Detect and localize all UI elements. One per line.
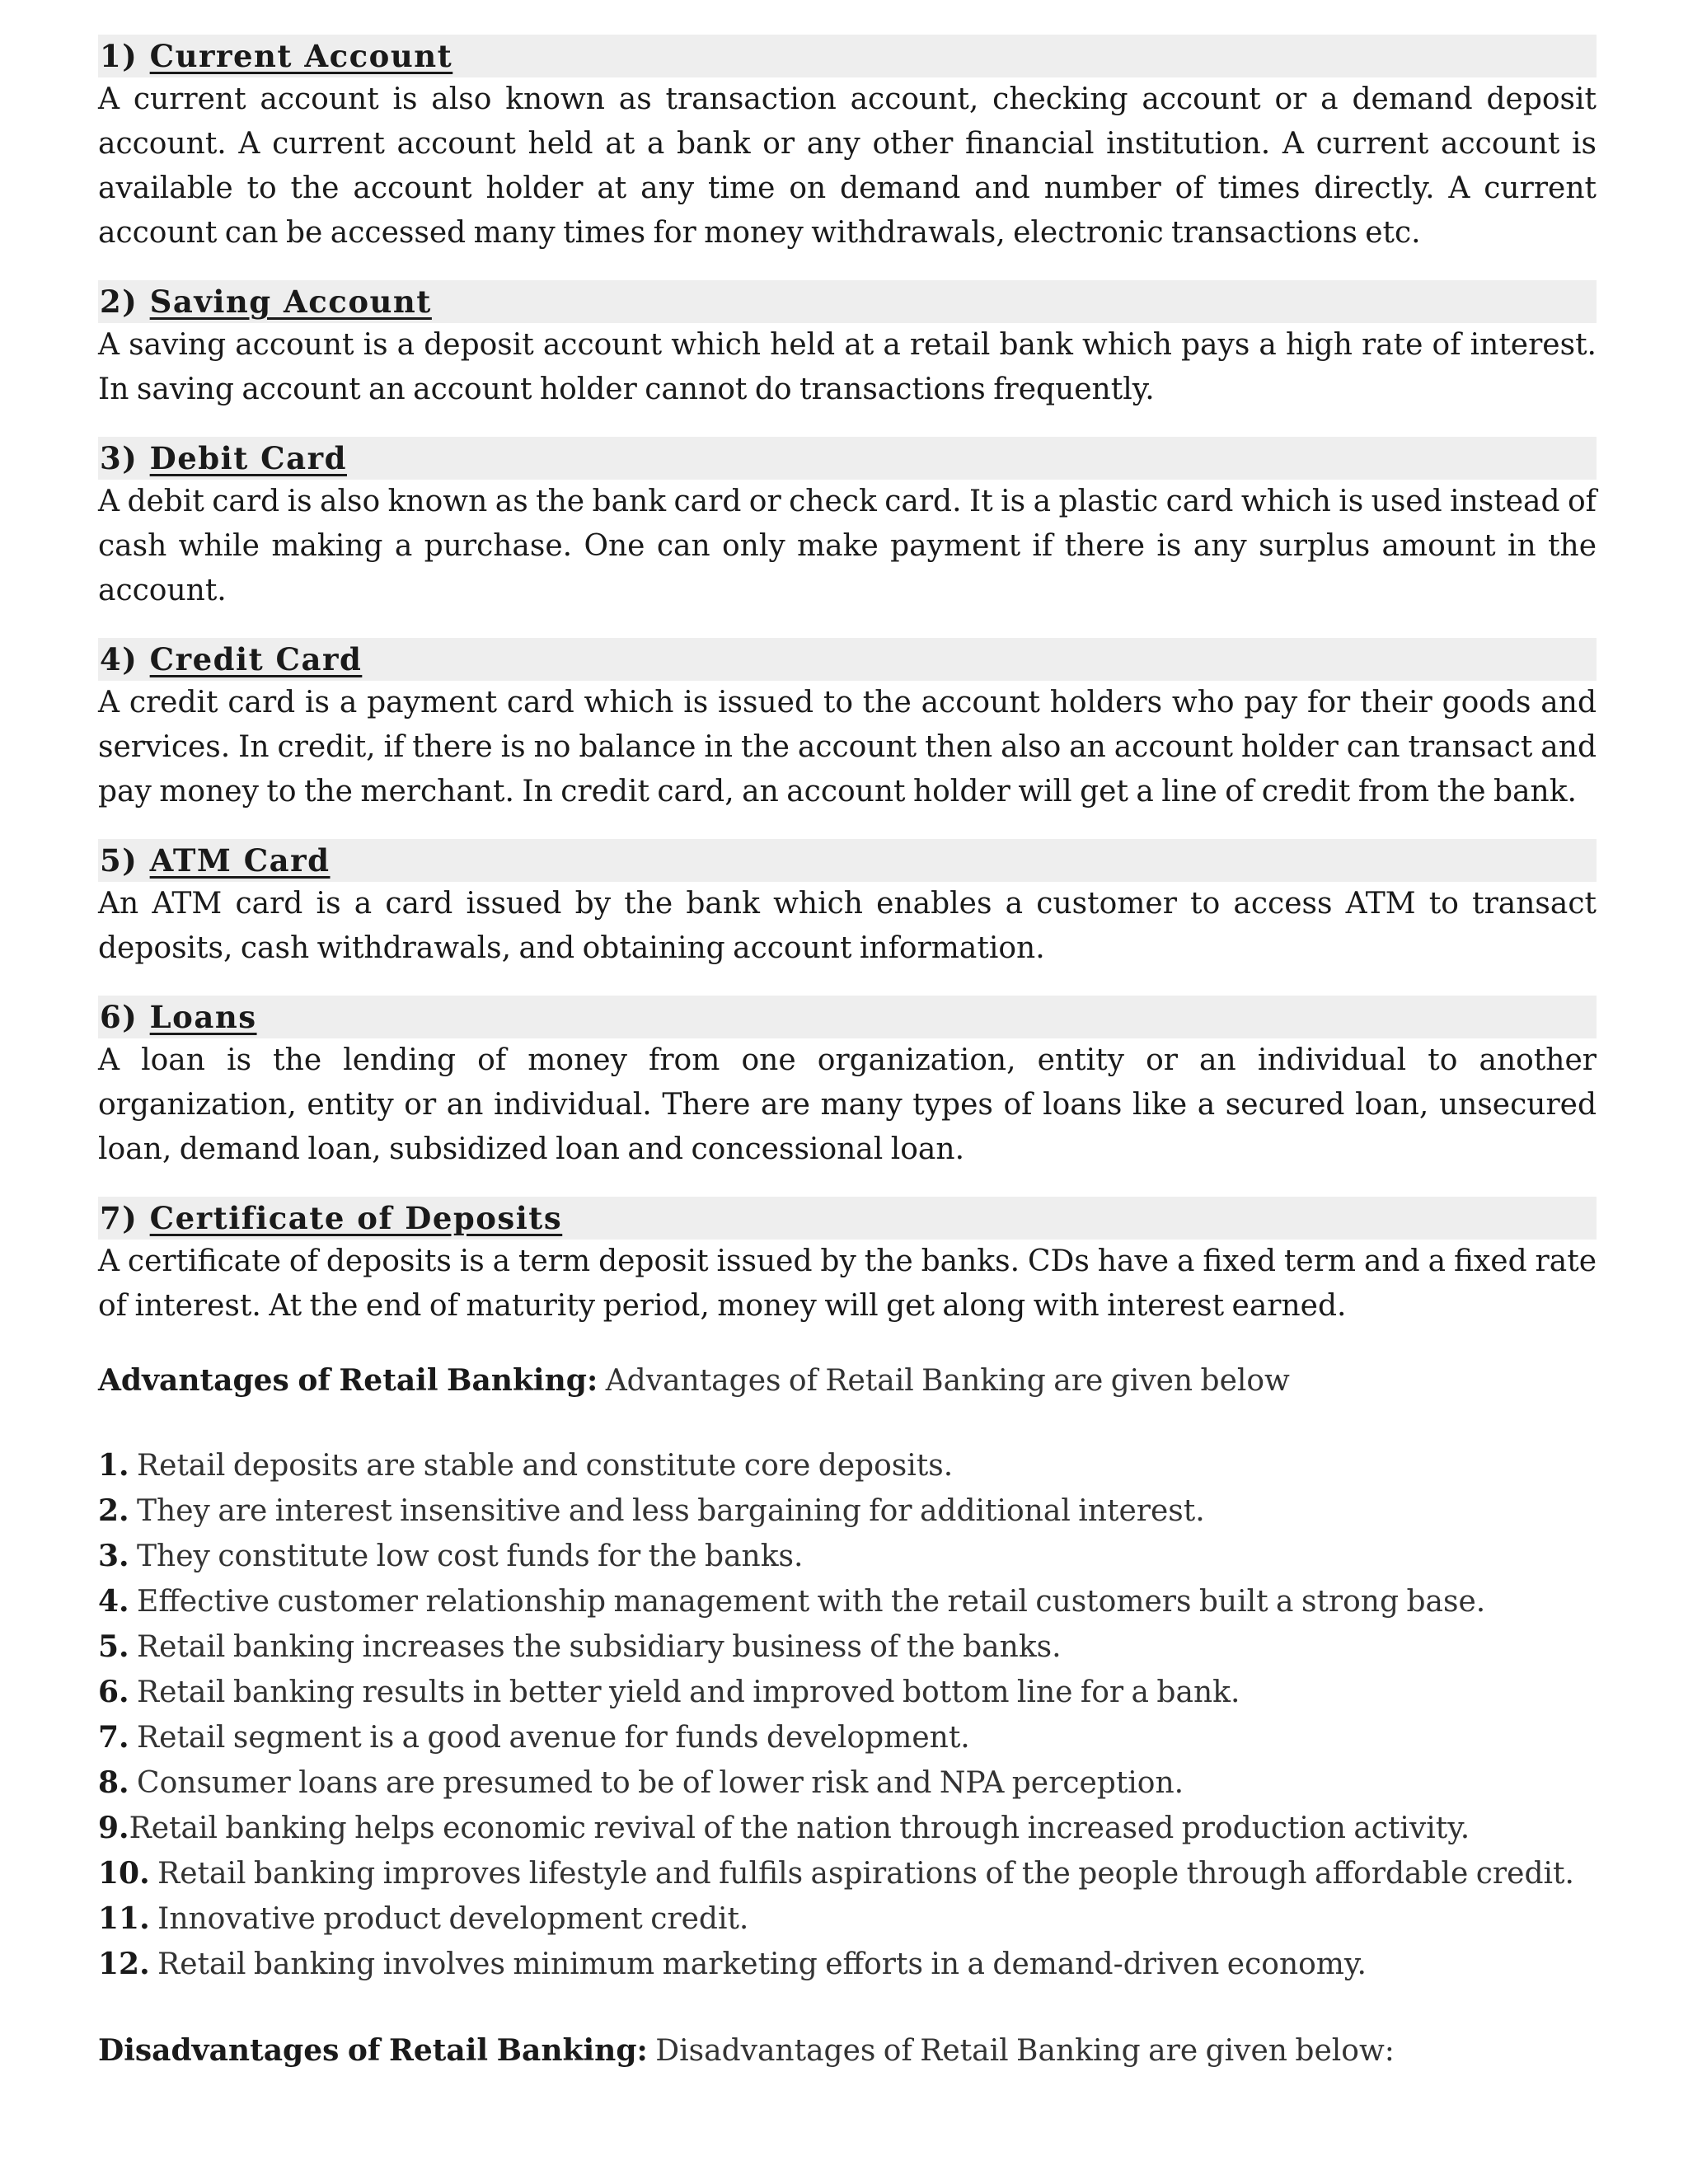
disadvantages-heading: Disadvantages of Retail Banking: xyxy=(98,2033,648,2068)
section-heading xyxy=(98,1197,1597,1240)
item-text: They are interest insensitive and less bargaining for additional interest. xyxy=(137,1494,1205,1528)
list-item xyxy=(98,1851,1597,1896)
list-item xyxy=(98,1443,1597,1488)
item-number: 5. xyxy=(98,1629,129,1664)
section-title: Saving Account xyxy=(149,284,432,320)
section-title: Current Account xyxy=(149,38,453,74)
disadvantages-intro: Disadvantages of Retail Banking are given below: xyxy=(655,2034,1395,2068)
section-heading xyxy=(98,437,1597,480)
section-certificate-of-deposits xyxy=(98,1197,1597,1329)
item-text: Retail banking increases the subsidiary business of the banks. xyxy=(137,1630,1062,1664)
list-item xyxy=(98,1624,1597,1670)
item-text: Retail segment is a good avenue for funds development. xyxy=(137,1721,970,1755)
list-item xyxy=(98,1942,1597,1987)
section-number: 7) xyxy=(100,1200,138,1236)
section-number: 6) xyxy=(100,999,138,1035)
section-number: 1) xyxy=(100,38,138,74)
item-text: Retail deposits are stable and constitute core deposits. xyxy=(137,1449,954,1483)
list-item xyxy=(98,1896,1597,1942)
list-item xyxy=(98,1806,1597,1851)
section-body: A credit card is a payment card which is issued to the account holders who pay for their goods and services. In credit, if there is no balance in the account then also an account holder can transact and pay money to the merchant. In credit card, an account holder will get a line of credit from the bank. xyxy=(98,686,1597,808)
list-item xyxy=(98,1715,1597,1760)
section-heading xyxy=(98,839,1597,882)
section-title: ATM Card xyxy=(149,842,331,879)
disadvantages-lead xyxy=(98,2028,1597,2074)
section-body: A loan is the lending of money from one organization, entity or an individual to another organization, entity or an individual. There are many types of loans like a secured loan, unsecured loan, demand loan, subsidized loan and concessional loan. xyxy=(98,1043,1597,1166)
section-heading xyxy=(98,35,1597,77)
item-number: 7. xyxy=(98,1720,129,1755)
list-item xyxy=(98,1534,1597,1579)
item-text: Innovative product development credit. xyxy=(157,1902,749,1936)
list-item xyxy=(98,1760,1597,1806)
section-debit-card xyxy=(98,437,1597,613)
item-number: 2. xyxy=(98,1493,129,1528)
list-item xyxy=(98,1579,1597,1624)
section-number: 2) xyxy=(100,284,138,320)
section-number: 4) xyxy=(100,641,138,677)
section-heading xyxy=(98,638,1597,681)
section-credit-card xyxy=(98,638,1597,814)
section-body: An ATM card is a card issued by the bank which enables a customer to access ATM to transact deposits, cash withdrawals, and obtaining account information. xyxy=(98,887,1597,965)
section-title: Certificate of Deposits xyxy=(149,1200,563,1236)
item-text: Effective customer relationship management with the retail customers built a strong base. xyxy=(137,1585,1486,1619)
item-text: Consumer loans are presumed to be of lower risk and NPA perception. xyxy=(137,1766,1184,1800)
advantages-list xyxy=(98,1443,1597,1987)
item-number: 1. xyxy=(98,1448,129,1483)
document-page xyxy=(98,35,1597,2074)
item-number: 11. xyxy=(98,1901,150,1936)
section-title: Debit Card xyxy=(149,440,347,476)
section-atm-card xyxy=(98,839,1597,971)
section-body: A current account is also known as transaction account, checking account or a demand deposit account. A current account held at a bank or any other financial institution. A current account is available to the account holder at any time on demand and number of times directly. A current account can be accessed many times for money withdrawals, electronic transactions etc. xyxy=(98,82,1597,250)
section-heading xyxy=(98,280,1597,323)
section-title: Loans xyxy=(149,999,257,1035)
item-number: 3. xyxy=(98,1539,129,1573)
item-number: 8. xyxy=(98,1765,129,1800)
item-text: Retail banking results in better yield and improved bottom line for a bank. xyxy=(137,1675,1240,1709)
section-number: 5) xyxy=(100,842,138,879)
section-body: A certificate of deposits is a term deposit issued by the banks. CDs have a fixed term and a fixed rate of interest. At the end of maturity period, money will get along with interest earned. xyxy=(98,1244,1597,1323)
item-number: 12. xyxy=(98,1947,150,1981)
section-number: 3) xyxy=(100,440,138,476)
section-body: A debit card is also known as the bank card or check card. It is a plastic card which is used instead of cash while making a purchase. One can only make payment if there is any surplus amount in the account. xyxy=(98,485,1597,607)
item-number: 6. xyxy=(98,1675,129,1709)
section-title: Credit Card xyxy=(149,641,363,677)
advantages-heading: Advantages of Retail Banking: xyxy=(98,1363,598,1398)
advantages-lead xyxy=(98,1358,1597,1404)
item-text: Retail banking improves lifestyle and fulfils aspirations of the people through affordable credit. xyxy=(157,1857,1574,1891)
list-item xyxy=(98,1670,1597,1715)
item-text: They constitute low cost funds for the banks. xyxy=(137,1540,804,1573)
advantages-intro: Advantages of Retail Banking are given below xyxy=(605,1364,1290,1398)
section-loans xyxy=(98,996,1597,1172)
item-number: 4. xyxy=(98,1584,129,1619)
section-saving-account xyxy=(98,280,1597,412)
item-text: Retail banking involves minimum marketing efforts in a demand-driven economy. xyxy=(157,1947,1367,1981)
section-heading xyxy=(98,996,1597,1038)
item-number: 9. xyxy=(98,1811,129,1845)
section-current-account xyxy=(98,35,1597,255)
item-number: 10. xyxy=(98,1856,150,1891)
list-item xyxy=(98,1488,1597,1534)
section-body: A saving account is a deposit account which held at a retail bank which pays a high rate of interest. In saving account an account holder cannot do transactions frequently. xyxy=(98,328,1597,406)
item-text: Retail banking helps economic revival of the nation through increased production activity. xyxy=(129,1811,1470,1845)
